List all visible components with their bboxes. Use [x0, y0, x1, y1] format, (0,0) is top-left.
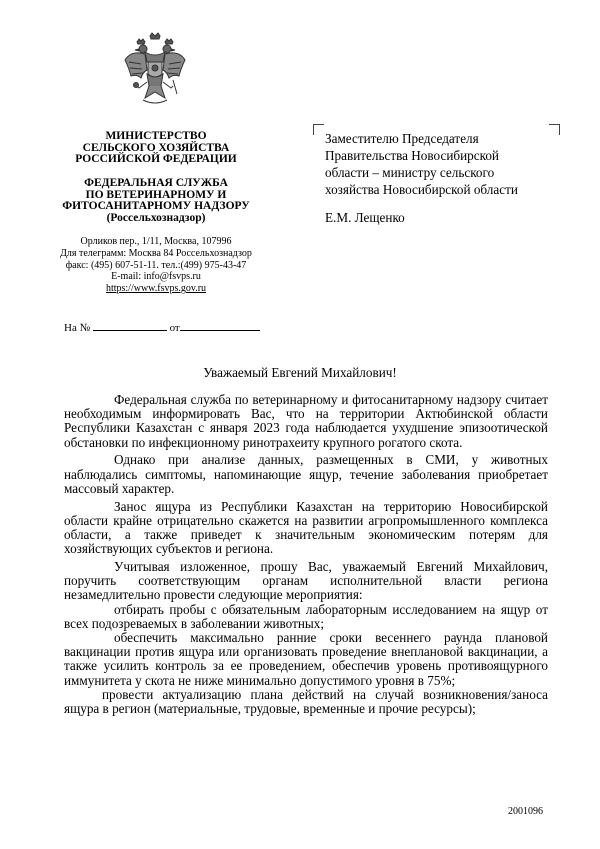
greeting: Уважаемый Евгений Михайлович! [203, 365, 397, 380]
reference-line [64, 320, 260, 334]
service-line: ФИТОСАНИТАРНОМУ НАДЗОРУ [62, 200, 250, 212]
sender-phones: факс: (495) 607-51-11. тел.:(499) 975-43-47 [65, 259, 247, 271]
body-paragraph: Учитывая изложенное, прошу Вас, уважаемый Евгений Михайлович, поручить соответствующим органам исполнительной власти региона незамедлительно провести следующие мероприятия: [64, 559, 548, 603]
addressee-line: Правительства Новосибирской [325, 148, 499, 163]
addressee-name: Е.М. Лещенко [325, 210, 405, 225]
sender-website-link[interactable]: https://www.fsvps.gov.ru [105, 283, 207, 295]
body-paragraph: обеспечить максимально ранние сроки весеннего раунда плановой вакцинации против ящура или организовать проведение внеплановой вакцинации, а также усилить контроль за ее проведением, обеспечив уровень противоящурного иммунитета у скота не ниже минимально допустимого уровня в 75%; [64, 630, 548, 688]
sender-contacts [40, 236, 272, 295]
ministry-line: РОССИЙСКОЙ ФЕДЕРАЦИИ [75, 153, 237, 165]
ministry-line: МИНИСТЕРСТВО [105, 130, 207, 142]
ministry-line: СЕЛЬСКОГО ХОЗЯЙСТВА [82, 141, 230, 154]
ministry-name [40, 131, 272, 166]
service-line: ФЕДЕРАЛЬНАЯ СЛУЖБА [84, 177, 228, 189]
addressee-block [325, 130, 565, 198]
service-line: ПО ВЕТЕРИНАРНОМУ И [85, 188, 227, 201]
sender-telegram: Для телеграмм: Москва 84 Россельхознадзор [60, 247, 252, 259]
body-paragraph: отбирать пробы с обязательным лабораторным исследованием на ящур от всех подозреваемых в заболевании животных; [64, 601, 548, 631]
addressee-corner-left [313, 124, 324, 135]
body-paragraph: провести актуализацию плана действий на случай возникновения/заноса ящура в регион (материальные, трудовые, временные и прочие ресурсы); [64, 686, 548, 717]
body-paragraph: Занос ящура из Республики Казахстан на территорию Новосибирской области крайне отрицательно скажется на развитии агропромышленного комплекса области, а также приведет к значительным экономическим потерям для хозяйствующих субъектов и региона. [64, 498, 548, 557]
letter-body [64, 393, 548, 716]
body-paragraph: Федеральная служба по ветеринарному и фитосанитарному надзору считает необходимым информировать Вас, что на территории Актюбинской области Республики Казахстан с января 2023 года наблюдается ухудшение эпизоотической обстановки по инфекционному ринотрахеиту крупного рогатого скота. [64, 392, 548, 450]
reference-date-label: от [169, 322, 180, 334]
reference-number-label: На № [64, 322, 91, 334]
addressee-line: области – министру сельского [325, 165, 495, 180]
body-paragraph: Однако при анализе данных, размещенных в СМИ, у животных наблюдались симптомы, напоминающие ящур, течение заболевания приобретает массовый характер. [64, 452, 548, 496]
addressee-line: Заместителю Председателя [325, 131, 479, 146]
service-short-name: (Россельхознадзор) [106, 212, 206, 224]
service-name [40, 178, 272, 213]
reference-number-field [93, 320, 167, 331]
sender-address: Орликов пер., 1/11, Москва, 107996 [80, 236, 232, 247]
addressee-line: хозяйства Новосибирской области [325, 182, 518, 197]
document-number: 2001096 [508, 806, 543, 817]
sender-email[interactable]: E-mail: info@fsvps.ru [111, 271, 201, 283]
coat-of-arms-icon [123, 32, 187, 112]
reference-date-field [180, 320, 260, 331]
